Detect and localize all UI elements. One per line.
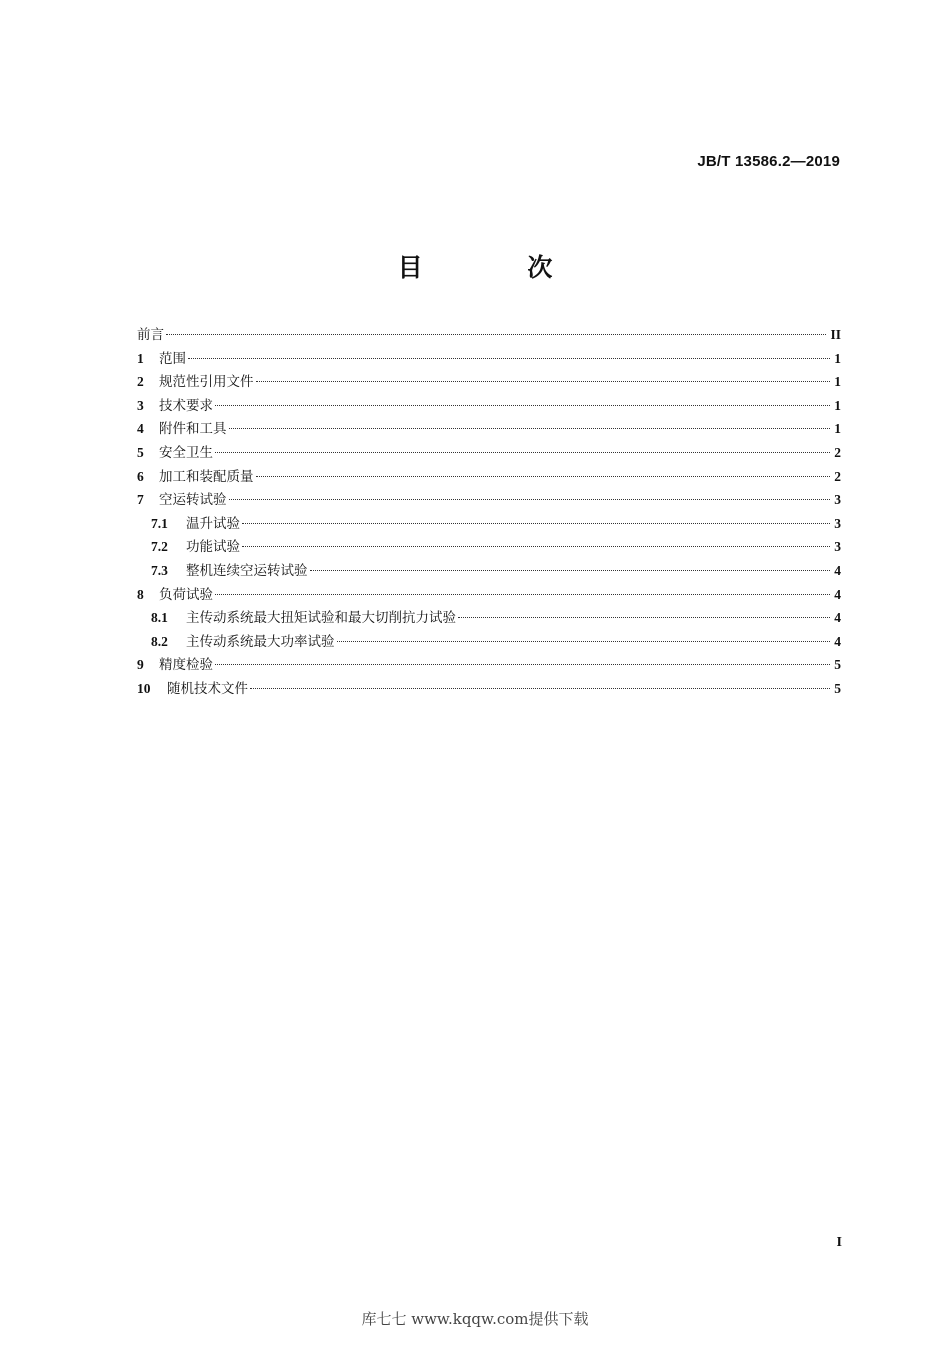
toc-entry-page: 3 xyxy=(834,492,841,508)
toc-entry-number: 2 xyxy=(137,374,144,390)
toc-entry[interactable] xyxy=(137,347,841,371)
toc-entry-page: 3 xyxy=(834,539,841,555)
toc-entry-page: 1 xyxy=(834,350,841,366)
toc-entry-label: 随机技术文件 xyxy=(167,680,248,697)
toc-entry-label: 附件和工具 xyxy=(159,421,227,438)
toc-entry[interactable] xyxy=(137,630,841,654)
toc-entry-number: 10 xyxy=(137,680,151,696)
toc-entry-label: 空运转试验 xyxy=(159,492,227,509)
download-source-footer: 库七七 www.kqqw.com提供下载 xyxy=(361,1310,589,1328)
toc-leader-dots xyxy=(188,358,830,359)
toc-leader-dots xyxy=(242,523,830,524)
toc-leader-dots xyxy=(215,664,830,665)
toc-entry-page: 4 xyxy=(834,586,841,602)
toc-entry-number: 8.2 xyxy=(151,633,168,649)
toc-entry-label: 主传动系统最大扭矩试验和最大切削抗力试验 xyxy=(186,610,456,627)
toc-leader-dots xyxy=(242,546,830,547)
toc-entry-page: 1 xyxy=(834,374,841,390)
toc-entry-page: 4 xyxy=(834,562,841,578)
toc-entry-page: 5 xyxy=(834,680,841,696)
toc-entry[interactable] xyxy=(137,653,841,677)
toc-entry-label: 范围 xyxy=(159,350,186,367)
toc-entry-number: 3 xyxy=(137,397,144,413)
toc-entry[interactable] xyxy=(137,583,841,607)
toc-entry-number: 7 xyxy=(137,492,144,508)
toc-entry-number: 7.3 xyxy=(151,562,168,578)
toc-entry-page: 3 xyxy=(834,515,841,531)
toc-entry-page: 2 xyxy=(834,468,841,484)
toc-entry-number: 7.1 xyxy=(151,515,168,531)
toc-leader-dots xyxy=(166,334,826,335)
toc-entry-page: 2 xyxy=(834,444,841,460)
toc-entry[interactable] xyxy=(137,606,841,630)
toc-entry-label: 温升试验 xyxy=(186,515,240,532)
toc-entry[interactable] xyxy=(137,370,841,394)
toc-leader-dots xyxy=(256,476,831,477)
toc-entry[interactable] xyxy=(137,677,841,701)
table-of-contents xyxy=(137,323,841,701)
toc-entry-label: 精度检验 xyxy=(159,657,213,674)
toc-entry-label: 负荷试验 xyxy=(159,586,213,603)
toc-entry-page: 4 xyxy=(834,633,841,649)
toc-leader-dots xyxy=(215,405,830,406)
toc-entry[interactable] xyxy=(137,488,841,512)
toc-entry-number: 9 xyxy=(137,657,144,673)
toc-entry-number: 5 xyxy=(137,444,144,460)
toc-entry-label: 规范性引用文件 xyxy=(159,374,254,391)
toc-entry[interactable] xyxy=(137,559,841,583)
toc-entry[interactable] xyxy=(137,465,841,489)
toc-entry[interactable] xyxy=(137,394,841,418)
toc-entry-page: 1 xyxy=(834,397,841,413)
toc-entry-number: 4 xyxy=(137,421,144,437)
toc-entry-page: 5 xyxy=(834,657,841,673)
toc-leader-dots xyxy=(458,617,830,618)
toc-entry-page: 1 xyxy=(834,421,841,437)
toc-entry-label: 前言 xyxy=(137,327,164,343)
toc-leader-dots xyxy=(215,452,830,453)
toc-entry[interactable] xyxy=(137,441,841,465)
toc-entry-label: 整机连续空运转试验 xyxy=(186,562,308,579)
toc-entry-number: 6 xyxy=(137,468,144,484)
toc-entry-label: 技术要求 xyxy=(159,397,213,414)
toc-entry[interactable] xyxy=(137,323,841,347)
toc-leader-dots xyxy=(229,499,831,500)
toc-entry-number: 1 xyxy=(137,350,144,366)
toc-leader-dots xyxy=(256,381,831,382)
toc-entry-number: 8 xyxy=(137,586,144,602)
toc-entry-label: 安全卫生 xyxy=(159,444,213,461)
toc-entry-label: 功能试验 xyxy=(186,539,240,556)
toc-leader-dots xyxy=(229,428,831,429)
toc-entry[interactable] xyxy=(137,512,841,536)
toc-entry-page: II xyxy=(830,327,841,342)
toc-entry-label: 主传动系统最大功率试验 xyxy=(186,633,335,650)
standard-code: JB/T 13586.2—2019 xyxy=(697,153,840,170)
toc-leader-dots xyxy=(250,688,830,689)
toc-entry[interactable] xyxy=(137,535,841,559)
page-number: I xyxy=(836,1235,842,1250)
toc-entry-number: 8.1 xyxy=(151,610,168,626)
toc-leader-dots xyxy=(337,641,831,642)
toc-entry-label: 加工和装配质量 xyxy=(159,468,254,485)
toc-leader-dots xyxy=(215,594,830,595)
toc-entry[interactable] xyxy=(137,417,841,441)
toc-entry-number: 7.2 xyxy=(151,539,168,555)
toc-leader-dots xyxy=(310,570,831,571)
toc-entry-page: 4 xyxy=(834,610,841,626)
page-title: 目 次 xyxy=(397,253,601,282)
